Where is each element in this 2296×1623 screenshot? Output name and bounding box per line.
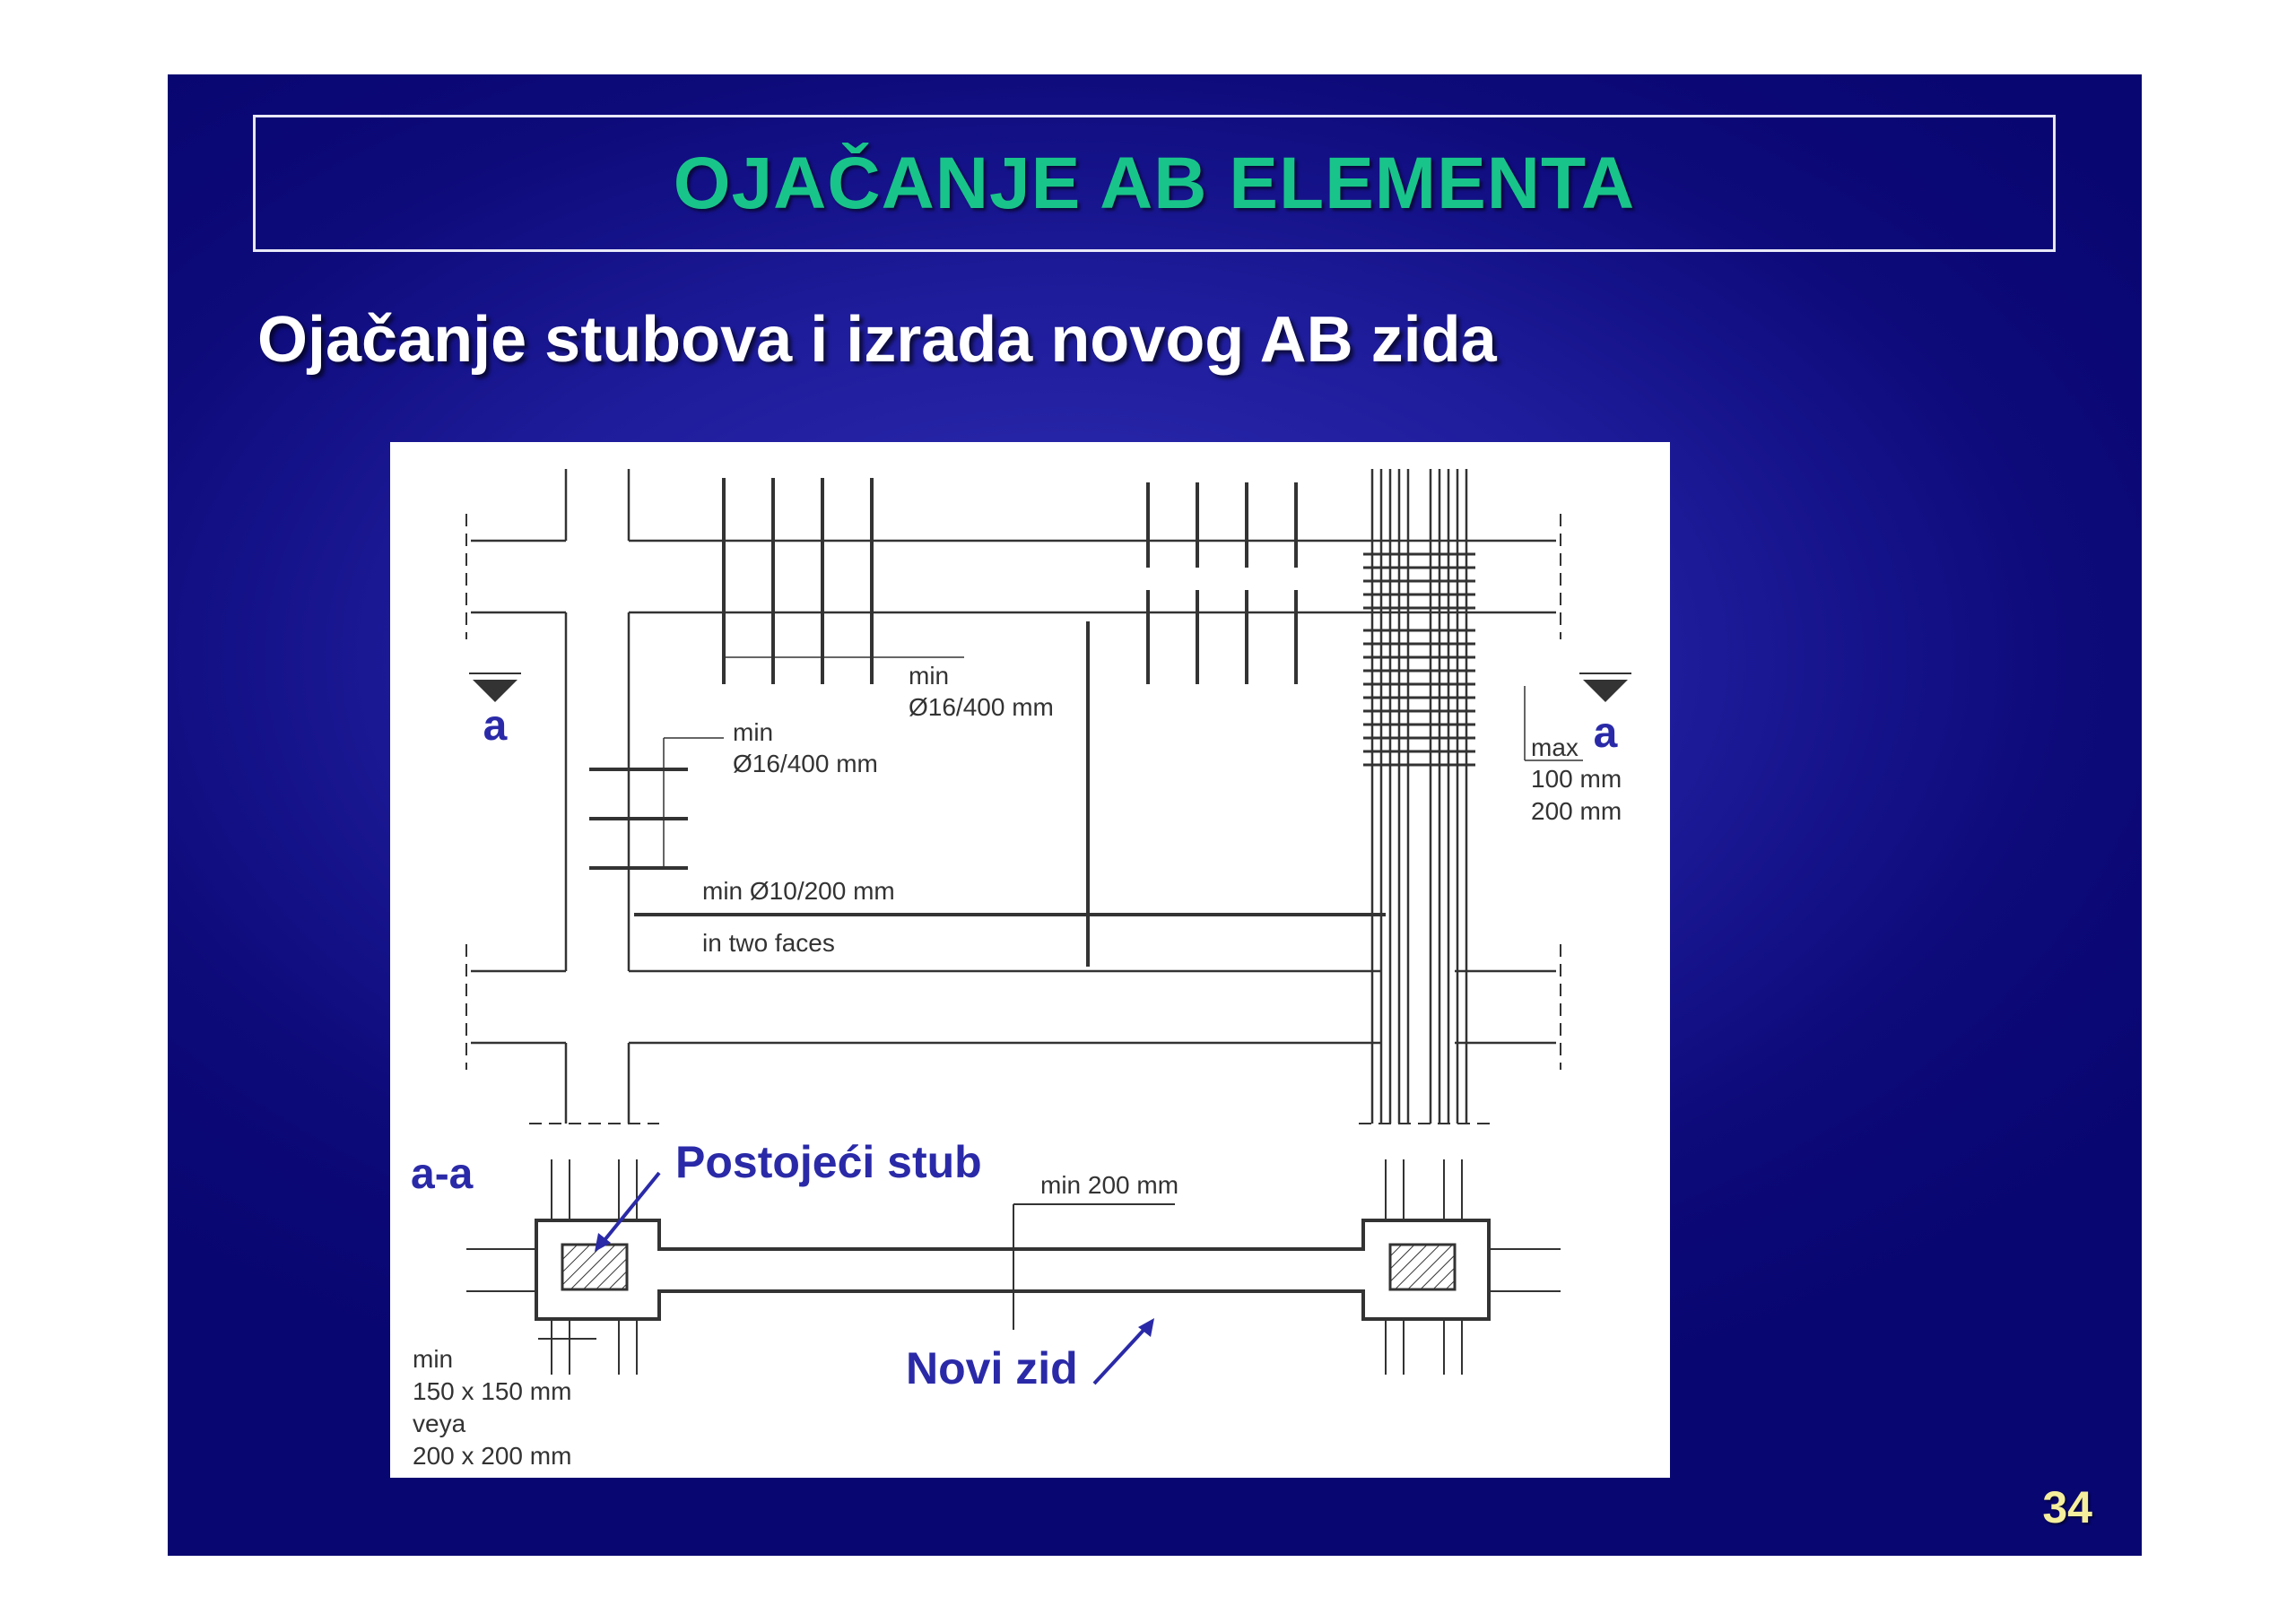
- stirrup-label-2: 100 mm: [1531, 765, 1622, 793]
- existing-column-left: [562, 1245, 627, 1289]
- title-frame: [253, 115, 2056, 252]
- horizontal-spacing-label-1: min: [733, 718, 774, 746]
- new-wall-label: Novi zid: [906, 1343, 1078, 1393]
- vertical-bars-left: [724, 478, 872, 684]
- elevation-view: [466, 469, 1583, 1124]
- reinforcement-drawing: [390, 442, 1670, 1478]
- slide-title: OJAČANJE AB ELEMENTA: [673, 142, 1636, 224]
- vertical-bars-right: [1148, 482, 1296, 684]
- horizontal-bars: [589, 769, 688, 868]
- section-label-left: a: [483, 702, 508, 750]
- existing-column-right: [1390, 1245, 1455, 1289]
- stirrup-label-1: max: [1531, 733, 1578, 761]
- mesh-label-2: in two faces: [702, 929, 835, 957]
- page-number: 34: [2042, 1482, 2092, 1532]
- slide-subtitle: Ojačanje stubova i izrada novog AB zida: [257, 304, 1497, 376]
- section-label-right: a: [1593, 709, 1618, 757]
- vertical-spacing-label-2: Ø16/400 mm: [909, 693, 1054, 721]
- wall-thickness-label: min 200 mm: [1040, 1171, 1179, 1199]
- drawing-svg: [390, 442, 1670, 1478]
- new-wall-arrow: [1094, 1325, 1148, 1384]
- section-marker-left: [473, 680, 517, 702]
- mesh-label-1: min Ø10/200 mm: [702, 877, 895, 905]
- stirrup-label-3: 200 mm: [1531, 797, 1622, 825]
- jacket-label-2: 150 x 150 mm: [413, 1377, 572, 1405]
- section-marker-right: [1583, 680, 1628, 702]
- existing-column-label: Postojeći stub: [675, 1137, 982, 1187]
- section-a-a-label: a-a: [411, 1150, 474, 1198]
- vertical-spacing-label-1: min: [909, 662, 950, 690]
- slide: [168, 74, 2142, 1556]
- jacket-label-3: veya: [413, 1410, 466, 1437]
- horizontal-spacing-label-2: Ø16/400 mm: [733, 750, 878, 777]
- jacket-label-4: 200 x 200 mm: [413, 1442, 572, 1470]
- jacket-label-1: min: [413, 1345, 454, 1373]
